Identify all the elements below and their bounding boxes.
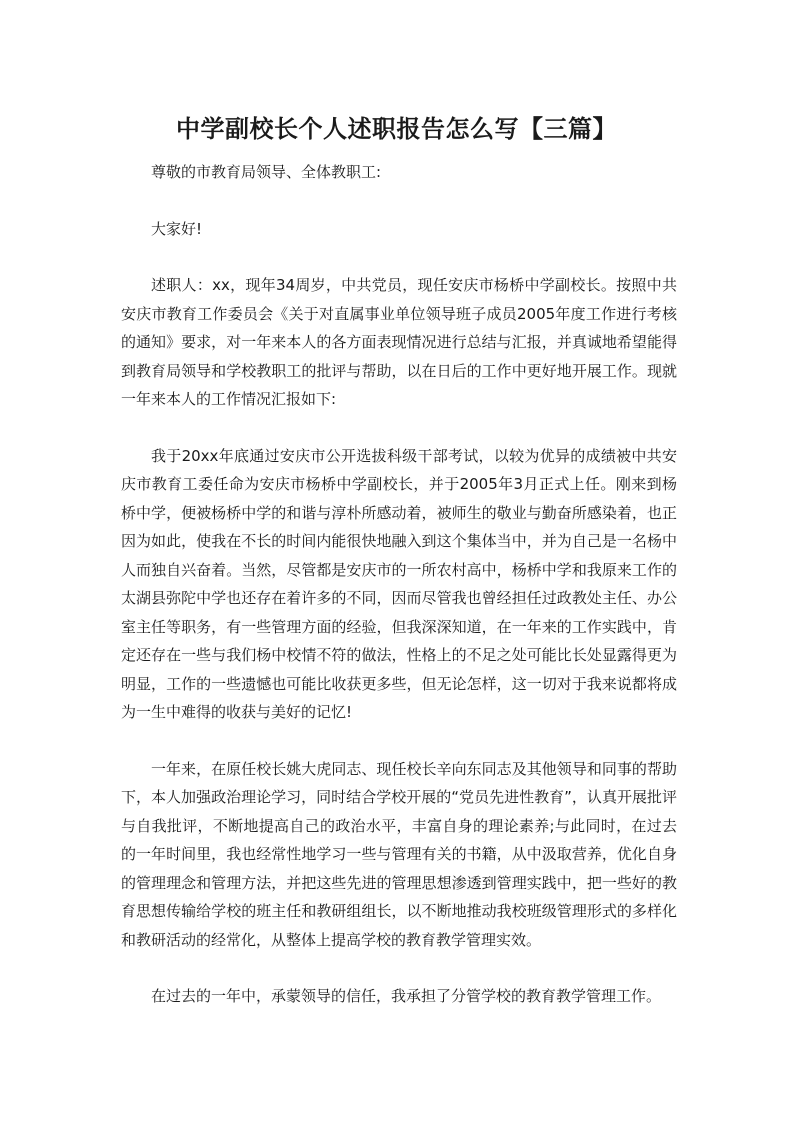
body-paragraph: 一年来，在原任校长姚大虎同志、现任校长辛向东同志及其他领导和同事的帮助下，本人加强政治理论学习，同时结合学校开展的“党员先进性教育”，认真开展批评与自我批评，不断地提高自己的政治水平，丰富自身的理论素养;与此同时，在过去的一年时间里，我也经常性地学习一些与管理有关的书籍，从中汲取营养，优化自身的管理理念和管理方法，并把这些先进的管理思想渗透到管理实践中，把一些好的教育思想传输给学校的班主任和教研组组长，以不断地推动我校班级管理形式的多样化和教研活动的经常化，从整体上提高学校的教育教学管理实效。 xyxy=(121,759,677,949)
body-paragraph: 在过去的一年中，承蒙领导的信任，我承担了分管学校的教育教学管理工作。 xyxy=(151,987,662,1005)
document-body xyxy=(121,158,677,1011)
body-paragraph: 述职人：xx，现年34周岁，中共党员，现任安庆市杨桥中学副校长。按照中共安庆市教育工作委员会《关于对直属事业单位领导班子成员2005年度工作进行考核的通知》要求，对一年来本人的各方面表现情况进行总结与汇报，并真诚地希望能得到教育局领导和学校教职工的批评与帮助，以在日后的工作中更好地开展工作。现就一年来本人的工作情况汇报如下: xyxy=(121,276,677,408)
document-title: 中学副校长个人述职报告怎么写【三篇】 xyxy=(176,115,617,143)
body-paragraph: 我于20xx年底通过安庆市公开选拔科级干部考试，以较为优异的成绩被中共安庆市教育工委任命为安庆市杨桥中学副校长，并于2005年3月正式上任。刚来到杨桥中学，便被杨桥中学的和谐与淳朴所感动着，被师生的敬业与勤奋所感染着，也正因为如此，使我在不长的时间内能很快地融入到这个集体当中，并为自己是一名杨中人而独自兴奋着。当然，尽管都是安庆市的一所农村高中，杨桥中学和我原来工作的太湖县弥陀中学也还存在着许多的不同，因而尽管我也曾经担任过政教处主任、办公室主任等职务，有一些管理方面的经验，但我深深知道，在一年来的工作实践中，肯定还存在一些与我们杨中校情不符的做法，性格上的不足之处可能比长处显露得更为明显，工作的一些遗憾也可能比收获更多些，但无论怎样，这一切对于我来说都将成为一生中难得的收获与美好的记忆! xyxy=(121,446,677,721)
salutation-paragraph: 尊敬的市教育局领导、全体教职工: xyxy=(151,163,382,181)
greeting-paragraph: 大家好! xyxy=(151,219,203,238)
